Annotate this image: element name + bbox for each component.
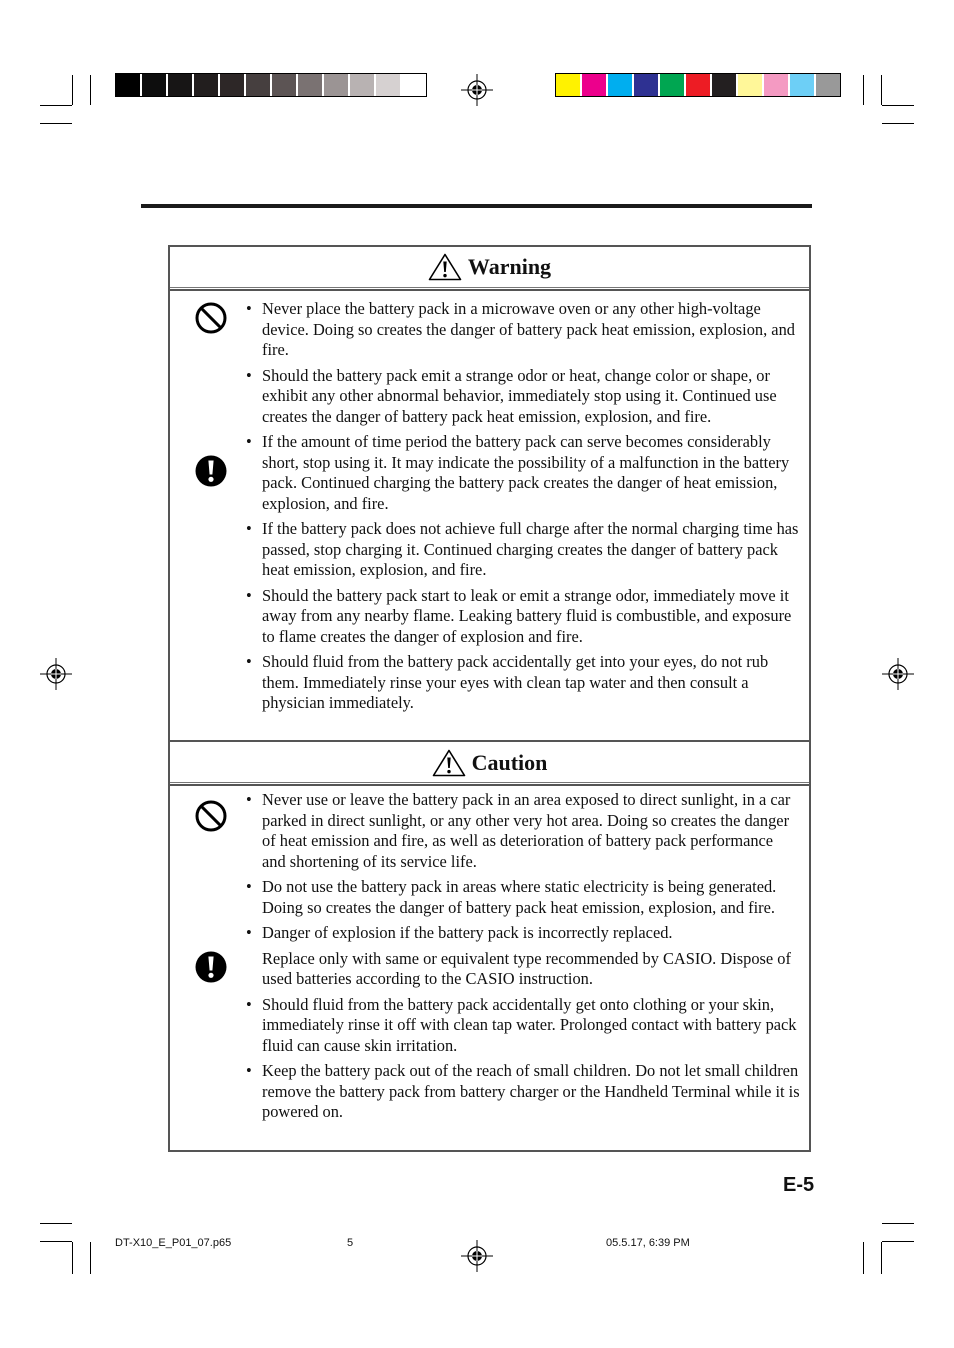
crop-mark [882, 123, 914, 124]
divider [170, 782, 809, 783]
caution-header [170, 743, 809, 783]
crop-mark [40, 105, 72, 106]
caution-title: Caution [471, 750, 548, 775]
list-item: • Keep the battery pack out of the reach of small children. Do not let small children remove the battery pack from battery charger or the Handheld Terminal while it is powered on. [242, 1061, 800, 1123]
color-swatch [116, 74, 140, 96]
color-swatch [194, 74, 218, 96]
color-swatch [764, 74, 788, 96]
crop-mark [72, 75, 73, 105]
crop-mark [90, 1242, 91, 1274]
crop-mark [881, 1242, 882, 1274]
page-number: E-5 [783, 1174, 815, 1196]
registration-mark-icon [461, 1240, 493, 1272]
footer-file-name: DT-X10_E_P01_07.p65 [115, 1237, 232, 1249]
color-swatch [634, 74, 658, 96]
color-swatch [298, 74, 322, 96]
list-item: • Should fluid from the battery pack accidentally get into your eyes, do not rub them. Immediately rinse your eyes with clean tap water and then consult a physician immediately. [242, 652, 800, 714]
registration-mark-icon [40, 658, 72, 690]
list-item-note: Replace only with same or equivalent type recommended by CASIO. Dispose of used batteries according to the CASIO instruction. [262, 948, 791, 988]
registration-mark-icon [461, 74, 493, 106]
crop-mark [72, 1242, 73, 1274]
list-item: • Do not use the battery pack in areas where static electricity is being generated. Doing so creates the danger of battery pack heat emission, explosion, and fire. [242, 877, 800, 918]
crop-mark [882, 1241, 914, 1242]
color-swatch [220, 74, 244, 96]
list-item [242, 923, 800, 990]
color-swatch [246, 74, 270, 96]
warning-list [242, 299, 800, 719]
color-swatch [790, 74, 814, 96]
list-item-text: Danger of explosion if the battery pack is incorrectly replaced. [262, 923, 673, 942]
divider [170, 784, 809, 786]
process-color-bar [555, 73, 841, 97]
crop-mark [882, 105, 914, 106]
color-swatch [402, 74, 426, 96]
color-swatch [376, 74, 400, 96]
crop-mark [40, 123, 72, 124]
header-rule [141, 204, 812, 208]
list-item: • Never use or leave the battery pack in an area exposed to direct sunlight, in a car parked in direct sunlight, or any other very hot area. Doing so creates the danger of heat emission and fire, as well as deterioration of battery pack performance and shortening of its service life. [242, 790, 800, 872]
list-item: • Never place the battery pack in a microwave oven or any other high-voltage device. Doing so creates the danger of battery pack heat emission, explosion, and fire. [242, 299, 800, 361]
divider [170, 289, 809, 291]
safety-precautions-box [168, 245, 811, 1152]
warning-triangle-icon [428, 253, 462, 281]
warning-header [170, 247, 809, 287]
color-swatch [686, 74, 710, 96]
list-item: • Should the battery pack emit a strange odor or heat, change color or shape, or exhibit any other abnormal behavior, immediately stop using it. Continued use creates the danger of battery pack heat emission, explosion, and fire. [242, 366, 800, 428]
color-swatch [582, 74, 606, 96]
list-item: • Should the battery pack start to leak or emit a strange odor, immediately move it away from any nearby flame. Leaking battery fluid is combustible, and exposure to flame creates the danger of explosion and fire. [242, 586, 800, 648]
crop-mark [863, 1242, 864, 1274]
color-swatch [168, 74, 192, 96]
list-item: • Should fluid from the battery pack accidentally get onto clothing or your skin, immediately rinse it off with clean tap water. Prolonged contact with battery pack fluid can cause skin irritation. [242, 995, 800, 1057]
color-swatch [324, 74, 348, 96]
crop-mark [40, 1223, 72, 1224]
crop-mark [90, 75, 91, 105]
color-swatch [350, 74, 374, 96]
divider [170, 740, 809, 742]
crop-mark [863, 75, 864, 105]
footer-page: 5 [347, 1237, 354, 1249]
list-item: • If the battery pack does not achieve full charge after the normal charging time has passed, stop charging it. Continued charging creates the danger of battery pack heat emission, explosion, and fire. [242, 519, 800, 581]
grayscale-color-bar [115, 73, 427, 97]
color-swatch [660, 74, 684, 96]
crop-mark [882, 1223, 914, 1224]
color-swatch [712, 74, 736, 96]
exclamation-icon [194, 950, 228, 984]
prohibited-icon [194, 799, 228, 833]
registration-mark-icon [882, 658, 914, 690]
crop-mark [40, 1241, 72, 1242]
color-swatch [738, 74, 762, 96]
color-swatch [816, 74, 840, 96]
exclamation-icon [194, 454, 228, 488]
color-swatch [608, 74, 632, 96]
crop-mark [881, 75, 882, 105]
caution-list [242, 790, 800, 1128]
prohibited-icon [194, 301, 228, 335]
color-swatch [142, 74, 166, 96]
warning-triangle-icon [432, 749, 466, 777]
color-swatch [272, 74, 296, 96]
list-item: • If the amount of time period the battery pack can serve becomes considerably short, stop using it. It may indicate the possibility of a malfunction in the battery pack. Continued charging the battery pack creates the danger of heat emission, explosion, and fire. [242, 432, 800, 514]
warning-title: Warning [467, 254, 552, 279]
color-swatch [556, 74, 580, 96]
footer-timestamp: 05.5.17, 6:39 PM [606, 1237, 690, 1249]
divider [170, 287, 809, 288]
